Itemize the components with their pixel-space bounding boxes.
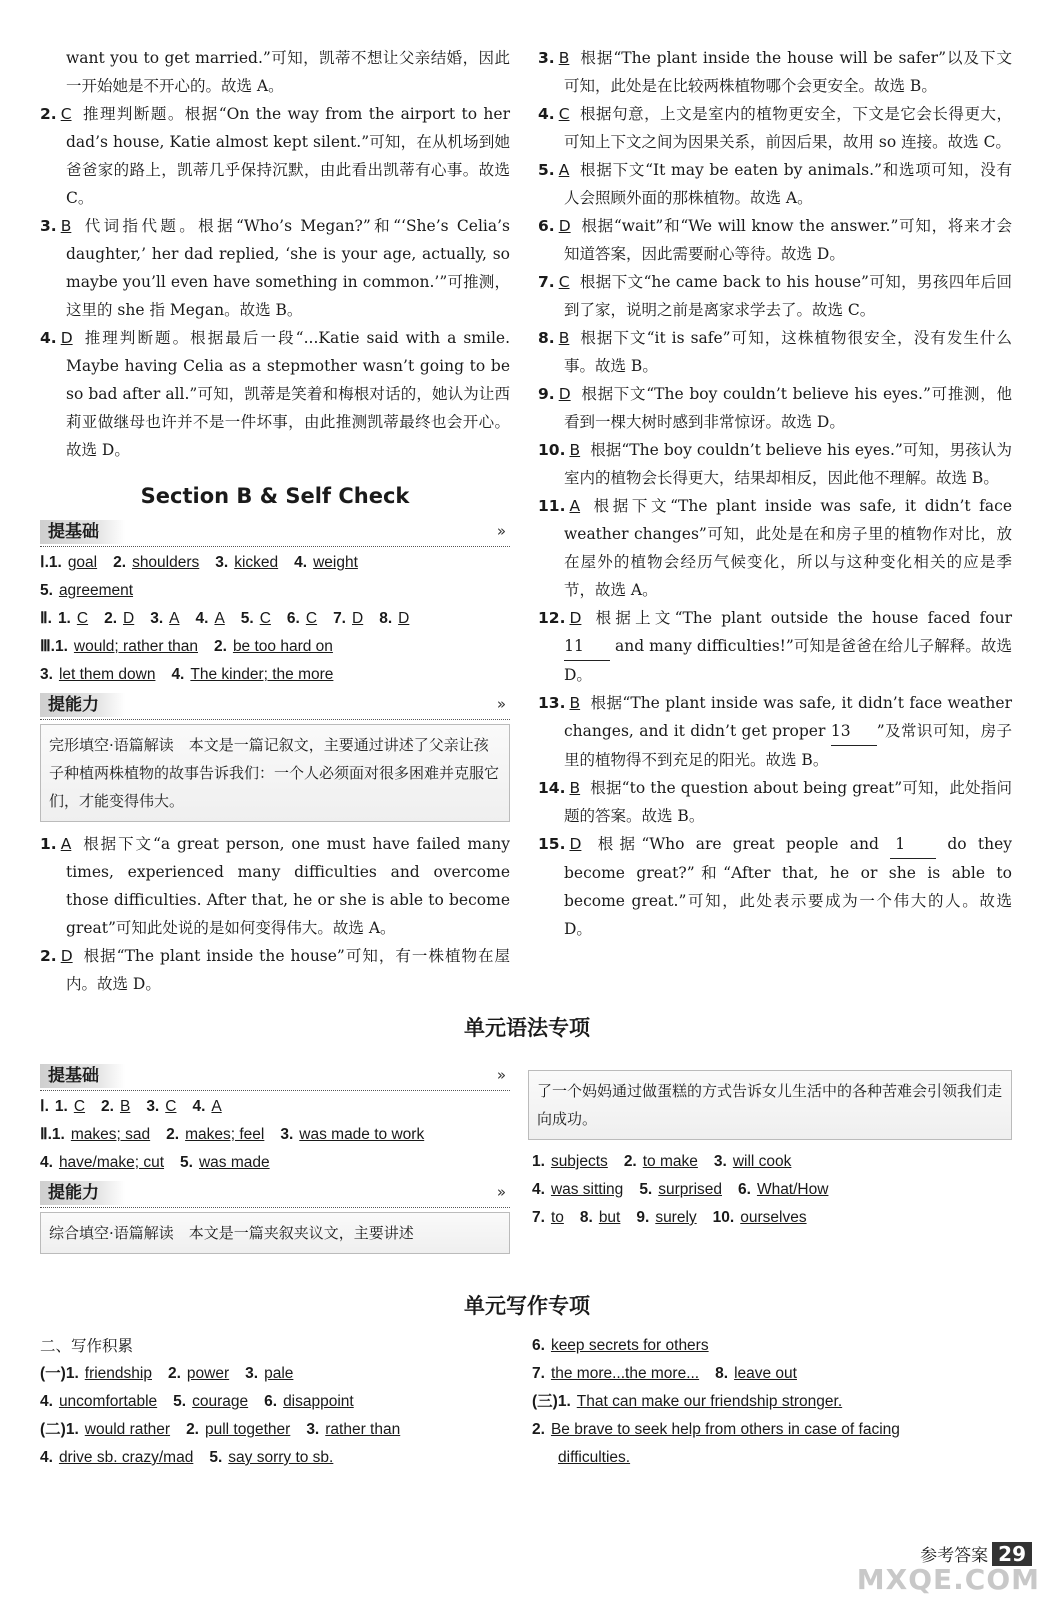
- answer-row: Ⅰ. 1. C 2. B 3. C 4. A: [40, 1098, 222, 1115]
- answer-row: 4. drive sb. crazy/mad 5. say sorry to sb.: [40, 1449, 334, 1466]
- chevron-right-icon: »: [496, 1183, 506, 1201]
- answer-item: [538, 100, 1012, 156]
- answer: let them down: [58, 666, 156, 683]
- answer-row: (一)1. friendship 2. power 3. pale: [40, 1365, 294, 1382]
- writing-title: 单元写作专项: [464, 1293, 590, 1318]
- item-number: 10.: [538, 441, 566, 459]
- writing-right: [532, 1332, 992, 1472]
- item-answer: D: [558, 217, 571, 235]
- section-tag: 提能力: [40, 693, 125, 717]
- answer: The kinder; the more: [190, 666, 334, 683]
- answer-row: Ⅱ.1. makes; sad 2. makes; feel 3. was made to work: [40, 1126, 425, 1143]
- answer-item: [40, 212, 510, 324]
- answer-item: [538, 436, 1012, 492]
- row-num: 2.: [113, 554, 127, 571]
- row-label: Ⅲ.1.: [40, 638, 68, 655]
- answer-item: [40, 324, 510, 464]
- answer-item: [538, 492, 1012, 604]
- answer-item: [40, 100, 510, 212]
- passage-summary: 完形填空·语篇解读 本文是一篇记叙文，主要通过讲述了父亲让孩子种植两株植物的故事告诉我们：一个人必须面对很多困难并克服它们，才能变得伟大。: [40, 724, 510, 822]
- section-tag: 提能力: [40, 1181, 125, 1205]
- grammar-right: [528, 1066, 1012, 1232]
- blank-ref: 13: [831, 717, 877, 746]
- writing-left: [40, 1332, 510, 1472]
- answer-row: [40, 633, 510, 661]
- section-tag: 提基础: [40, 1064, 125, 1088]
- row-label: Ⅰ.1.: [40, 554, 62, 571]
- grammar-left: [40, 1060, 510, 1262]
- item-explanation: 根据下文“The boy couldn’t believe his eyes.”可推测，他看到一棵大树时感到非常惊讶。故选 D。: [564, 385, 1012, 431]
- chevron-right-icon: »: [496, 522, 506, 540]
- answer-list: [538, 44, 1012, 604]
- answer-row: 7. to 8. but 9. surely 10. ourselves: [532, 1209, 807, 1226]
- answer-row: 4. uncomfortable 5. courage 6. disappoint: [40, 1393, 354, 1410]
- item-answer: B: [60, 217, 72, 235]
- answer-row: 4. have/make; cut 5. was made: [40, 1154, 270, 1171]
- row-num: 5.: [40, 582, 53, 599]
- right-column: [538, 44, 1012, 943]
- item-explanation: 根据下文“It may be eaten by animals.”和选项可知，没有人会照顾外面的那株植物。故选 A。: [564, 161, 1012, 207]
- item-explanation: 根据“wait”和“We will know the answer.”可知，将来才会知道答案，因此需要耐心等待。故选 D。: [564, 217, 1012, 263]
- answer: shoulders: [132, 554, 200, 571]
- answer: goal: [67, 554, 98, 571]
- passage-summary: 了一个妈妈通过做蛋糕的方式告诉女儿生活中的各种苦难会引领我们走向成功。: [528, 1070, 1012, 1140]
- item-answer: D: [60, 329, 73, 347]
- section-tag: 提基础: [40, 520, 125, 544]
- item-number: 7.: [538, 273, 555, 291]
- answer-item: [538, 380, 1012, 436]
- item-explanation: 根据下文“it is safe”可知，这株植物很安全，没有发生什么事。故选 B。: [564, 329, 1012, 375]
- item-number: 3.: [538, 49, 555, 67]
- item-explanation: 根据“The boy couldn’t believe his eyes.”可知，男孩认为室内的植物会长得更大，结果却相反，因此他不理解。故选 B。: [564, 441, 1012, 487]
- item-number: 8.: [538, 329, 555, 347]
- item-answer: B: [558, 329, 570, 347]
- item-answer: C: [558, 105, 570, 123]
- answer-row: 2. Be brave to seek help from others in case of facing difficulties.: [532, 1421, 900, 1466]
- item-explanation: 推理判断题。根据“On the way from the airport to her dad’s house, Katie almost kept silent.”可知，在从机场到她爸爸家的路上，凯蒂几乎保持沉默，由此看出凯蒂有心事。故选 C。: [66, 105, 510, 207]
- answer: be too hard on: [232, 638, 333, 655]
- section-bar: [40, 1181, 510, 1208]
- item-answer: A: [558, 161, 570, 179]
- item-number: 9.: [538, 385, 555, 403]
- item-answer: B: [569, 441, 581, 459]
- writing-heading: 二、写作积累: [40, 1337, 134, 1355]
- item-explanation: 根据下文“he came back to his house”可知，男孩四年后回到了家，说明之前是离家求学去了。故选 C。: [564, 273, 1012, 319]
- answer-row: 6. keep secrets for others: [532, 1337, 709, 1354]
- answer-item: 14. B 根据“to the question about being great”可知，此处指问题的答案。故选 B。: [538, 779, 1012, 825]
- page-number: 29: [992, 1542, 1032, 1566]
- answer-item: 15. D 根据“Who are great people and 1 do they become great?”和“After that, he or she is able to become great.”可知，此处表示要成为一个伟大的人。故选 D。: [538, 830, 1012, 943]
- item-answer: C: [558, 273, 570, 291]
- row-num: 3.: [40, 666, 53, 683]
- item-number: 4.: [40, 329, 57, 347]
- grammar-title: 单元语法专项: [464, 1015, 590, 1040]
- item-answer: C: [60, 105, 72, 123]
- blank-ref: 11: [564, 632, 610, 661]
- chevron-right-icon: »: [496, 1066, 506, 1084]
- watermark: MXQE.COM: [856, 1563, 1040, 1596]
- answer-row: 7. the more...the more... 8. leave out: [532, 1365, 797, 1382]
- answer-item: [538, 212, 1012, 268]
- item-answer: A: [569, 497, 581, 515]
- item-explanation: 代词指代题。根据“Who’s Megan?”和“‘She’s Celia’s daughter,’ her dad replied, ‘she is your age, actually, so maybe you’ll even have something in common.’”可推测，这里的 she 指 Megan。故选 B。: [66, 217, 510, 319]
- item-number: 3.: [40, 217, 57, 235]
- answer-item: [538, 324, 1012, 380]
- row-num: 4.: [171, 666, 185, 683]
- answer-item: 12. D 根据上文“The plant outside the house faced four 11 and many difficulties!”可知是爸爸在给儿子解释。故选 D。: [538, 609, 1012, 684]
- answer-item: 1. A 根据下文“a great person, one must have failed many times, experienced many difficulties and overcome those difficulties. After that, he or she is able to become great”可知此处说的是如何变得伟大。故选 A。: [40, 835, 510, 937]
- item-explanation: 根据下文“The plant inside was safe, it didn’t face weather changes”可知，此处是在和房子里的植物作对比，放在屋外的植物会经历气候变化，所以与这种变化相关的应是季节，故选 A。: [564, 497, 1012, 599]
- answer-row: (二)1. would rather 2. pull together 3. rather than: [40, 1421, 401, 1438]
- answer: weight: [313, 554, 358, 571]
- item-explanation: 推理判断题。根据最后一段“...Katie said with a smile. Maybe having Celia as a stepmother wasn’t going to be so bad after all.”可知，凯蒂是笑着和梅根对话的，她认为让西莉亚做继母也许并不是一件坏事，由此推测凯蒂最终也会开心。故选 D。: [66, 329, 510, 459]
- answer: kicked: [234, 554, 279, 571]
- section-bar: [40, 1064, 510, 1091]
- answer-row: [40, 549, 510, 577]
- item-number: 11.: [538, 497, 566, 515]
- row-num: 3.: [215, 554, 229, 571]
- footer-label: 参考答案: [920, 1546, 989, 1566]
- answer-text: want you to get married.”可知，凯蒂不想让父亲结婚，因此一开始她是不开心的。故选 A。: [66, 49, 510, 95]
- section-bar: [40, 693, 510, 720]
- chevron-right-icon: »: [496, 695, 506, 713]
- answer-item: 13. B 根据“The plant inside was safe, it didn’t face weather changes, and it didn’t get proper 13 ”及常识可知，房子里的植物得不到充足的阳光。故选 B。: [538, 694, 1012, 769]
- row-label: Ⅱ.: [40, 610, 52, 627]
- section-title: Section B & Self Check: [140, 484, 410, 508]
- answer-row: (三)1. That can make our friendship stronger.: [532, 1393, 843, 1410]
- blank-ref: 1: [890, 830, 936, 859]
- item-number: 2.: [40, 105, 57, 123]
- row-num: 4.: [294, 554, 308, 571]
- item-number: 5.: [538, 161, 555, 179]
- answer-item: [538, 44, 1012, 100]
- answer-row: 4. was sitting 5. surprised 6. What/How: [532, 1181, 829, 1198]
- item-answer: B: [558, 49, 570, 67]
- item-answer: D: [558, 385, 571, 403]
- passage-summary: 综合填空·语篇解读 本文是一篇夹叙夹议文，主要讲述: [40, 1212, 510, 1254]
- row-num: 2.: [214, 638, 227, 655]
- answer: agreement: [58, 582, 134, 599]
- answer-item: 2. D 根据“The plant inside the house”可知，有一株植物在屋内。故选 D。: [40, 947, 510, 993]
- item-explanation: 根据“The plant inside the house will be safer”以及下文可知，此处是在比较两株植物哪个会更安全。故选 B。: [564, 49, 1012, 95]
- answer-row: 1. subjects 2. to make 3. will cook: [532, 1153, 792, 1170]
- answer-row: [40, 577, 510, 605]
- left-column: [40, 44, 510, 998]
- item-number: 4.: [538, 105, 555, 123]
- answer-row: Ⅱ. 1. C 2. D 3. A 4. A 5. C 6. C 7. D 8. D: [40, 610, 410, 627]
- answer-item: [538, 156, 1012, 212]
- answer: would; rather than: [73, 638, 198, 655]
- item-explanation: 根据句意，上文是室内的植物更安全，下文是它会长得更大，可知上下文之间为因果关系，前因后果，故用 so 连接。故选 C。: [564, 105, 1012, 151]
- section-bar: [40, 520, 510, 547]
- answer-row: [40, 661, 510, 689]
- item-number: 6.: [538, 217, 555, 235]
- answer-item: [538, 268, 1012, 324]
